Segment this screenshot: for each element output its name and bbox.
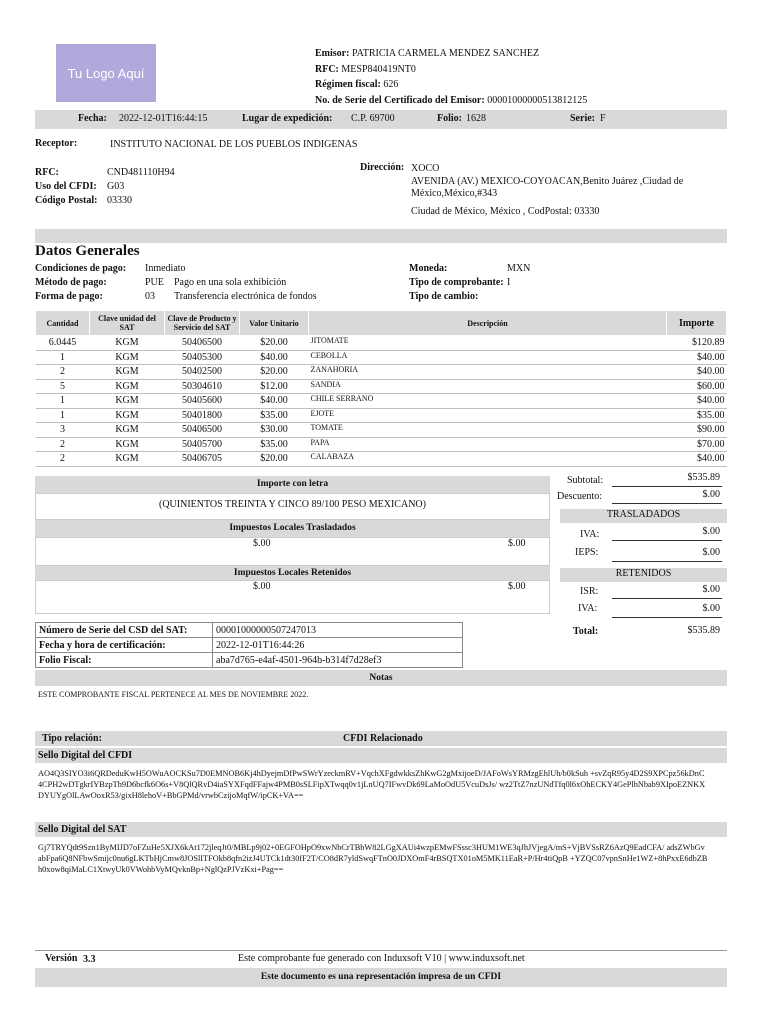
direccion-label: Dirección: [360, 162, 405, 173]
regimen-value: 626 [383, 79, 399, 90]
cell-descripcion: TOMATE [309, 423, 667, 438]
fecha-label: Fecha: [78, 113, 107, 124]
cell-valor: $20.00 [240, 336, 309, 351]
cell-valor: $30.00 [240, 423, 309, 438]
cell-valor: $20.00 [240, 365, 309, 380]
direccion-line1: XOCO [411, 163, 440, 174]
metodo-label: Método de pago: [35, 277, 107, 288]
table-row [36, 423, 727, 438]
cell-cantidad: 2 [36, 452, 90, 467]
cell-descripcion: JITOMATE [309, 336, 667, 351]
footer-representation: Este documento es una representación impresa de un CFDI [35, 968, 727, 987]
cell-valor: $35.00 [240, 437, 309, 452]
issuer-block [315, 46, 587, 108]
condiciones-label: Condiciones de pago: [35, 263, 127, 274]
uso-cfdi-label: Uso del CFDI: [35, 181, 97, 192]
metodo-value: Pago en una sola exhibición [174, 277, 287, 288]
table-row [36, 365, 727, 380]
total-value: $535.89 [687, 625, 720, 636]
locales-trasladados-box [35, 537, 550, 566]
company-logo [56, 44, 156, 102]
uso-cfdi-value: G03 [107, 181, 125, 192]
ieps-value: $.00 [702, 547, 720, 558]
locales-trasladados-b: $.00 [508, 538, 526, 549]
cell-descripcion: EJOTE [309, 408, 667, 423]
lugar-value: C.P. 69700 [351, 113, 395, 124]
ieps-line [612, 561, 722, 562]
cell-importe: $35.00 [667, 408, 727, 423]
total-label: Total: [573, 626, 599, 637]
tipo-comprobante-value: I [507, 277, 511, 288]
sello-cfdi-bar [35, 748, 727, 763]
cell-cantidad: 3 [36, 423, 90, 438]
forma-code: 03 [145, 291, 155, 302]
cert-folio-value: aba7d765-e4af-4501-964b-b314f7d28ef3 [213, 653, 463, 668]
rfc-value: MESP840419NT0 [341, 63, 416, 75]
direccion-line2: AVENIDA (AV.) MEXICO-COYOACAN,Benito Juárez ,Ciudad de México,México,#343 [411, 175, 684, 199]
col-clave: Clave de Producto y Servicio del SAT [165, 311, 240, 336]
lugar-label: Lugar de expedición: [242, 113, 333, 124]
tipo-relacion-label: Tipo relación: [42, 733, 102, 744]
col-importe: Importe [667, 311, 727, 336]
subtotal-line [612, 486, 722, 487]
cfdi-relacionado-label: CFDI Relacionado [343, 733, 423, 744]
footer-generated: Este comprobante fue generado con Induxsoft V10 | www.induxsoft.net [238, 953, 525, 964]
cell-cantidad: 1 [36, 350, 90, 365]
sello-sat-bar [35, 822, 727, 837]
cell-valor: $40.00 [240, 350, 309, 365]
cell-clave: 50406500 [165, 336, 240, 351]
emisor-value: PATRICIA CARMELA MENDEZ SANCHEZ [351, 48, 540, 59]
iva-ret-label: IVA: [578, 603, 598, 614]
iva-value: $.00 [702, 526, 720, 537]
datos-generales-title: Datos Generales [35, 243, 140, 259]
sello-sat-text: Gj7TRYQdt9Szn1ByMIJD7oFZuHe5XJX6kAt172jleqJt0/MBLp9j02+0EGFOHpO9xwNbCrTBbW82LGgXAUi4wzpEMwFSssc3HUM1WE3qJhJVjegA/mS+VjBVSsRZ6AzQ9EadCFA/ adsZWbGvabFpa6Q8NFbwSmijc0nu6gLKTbHjCmw8JOSlITFOkb8qfn2izJ4UTCk1dt30fF2T/CO8dR7yldSwqFTnO0JDXOmF4rBSQTX01oM5MK11EaR+P/Hr4tiQpB +YZQC07vpnSnHe1WZ+8hPxxE6dbZBh0xow8qiMaLC1XtwyUk0VWohbVyMQvknBp+NglQzPJVzKxi+Pag== [38, 843, 708, 874]
sello-cfdi-title: Sello Digital del CFDI [38, 750, 133, 761]
cell-clave: 50402500 [165, 365, 240, 380]
forma-value: Transferencia electrónica de fondos [174, 291, 317, 302]
cert-fecha-value: 2022-12-01T16:44:26 [213, 638, 463, 653]
isr-line [612, 598, 722, 599]
footer-divider [35, 950, 727, 951]
table-row [36, 394, 727, 409]
metodo-code: PUE [145, 277, 164, 288]
ieps-label: IEPS: [575, 547, 599, 558]
receptor-rfc-label: RFC: [35, 167, 59, 178]
locales-retenidos-a: $.00 [253, 581, 271, 592]
table-row [36, 452, 727, 467]
iva-ret-value: $.00 [702, 603, 720, 614]
tipo-cambio-label: Tipo de cambio: [409, 291, 479, 302]
cell-clave: 50304610 [165, 379, 240, 394]
cell-unidad: KGM [90, 379, 165, 394]
direccion-block [411, 163, 711, 218]
subtotal-label: Subtotal: [567, 475, 604, 486]
cell-unidad: KGM [90, 423, 165, 438]
cell-unidad: KGM [90, 365, 165, 380]
col-unidad: Clave unidad del SAT [90, 311, 165, 336]
iva-ret-line [612, 617, 722, 618]
descuento-value: $.00 [702, 489, 720, 500]
general-right [409, 262, 530, 304]
cell-cantidad: 1 [36, 394, 90, 409]
locales-retenidos-box [35, 580, 550, 614]
direccion-line3: Ciudad de México, México , CodPostal: 03330 [411, 205, 600, 217]
cell-importe: $120.89 [667, 336, 727, 351]
cell-valor: $35.00 [240, 408, 309, 423]
cell-unidad: KGM [90, 437, 165, 452]
col-descripcion: Descripción [309, 311, 667, 336]
sello-sat-title: Sello Digital del SAT [38, 824, 127, 835]
table-row [36, 336, 727, 351]
cell-clave: 50406705 [165, 452, 240, 467]
cert-row-serie [36, 623, 463, 638]
cell-cantidad: 5 [36, 379, 90, 394]
receptor-name: INSTITUTO NACIONAL DE LOS PUEBLOS INDIGENAS [110, 139, 358, 150]
cell-importe: $40.00 [667, 365, 727, 380]
isr-value: $.00 [702, 584, 720, 595]
cell-cantidad: 1 [36, 408, 90, 423]
folio-label: Folio: [437, 113, 462, 124]
certification-table [35, 622, 463, 668]
codigo-postal-value: 03330 [107, 195, 132, 206]
moneda-label: Moneda: [409, 263, 448, 274]
serie-label: Serie: [570, 113, 595, 124]
table-row [36, 408, 727, 423]
importe-letra-title: Importe con letra [35, 476, 550, 493]
cell-importe: $70.00 [667, 437, 727, 452]
cert-row-fecha [36, 638, 463, 653]
cell-descripcion: CALABAZA [309, 452, 667, 467]
cell-unidad: KGM [90, 350, 165, 365]
notas-text: ESTE COMPROBANTE FISCAL PERTENECE AL MES DE NOVIEMBRE 2022. [38, 690, 309, 699]
cell-clave: 50406500 [165, 423, 240, 438]
cell-importe: $60.00 [667, 379, 727, 394]
version-value: 3.3 [83, 954, 96, 965]
condiciones-value: Inmediato [145, 263, 186, 274]
col-valor: Valor Unitario [240, 311, 309, 336]
folio-value: 1628 [466, 113, 486, 124]
notas-title: Notas [35, 670, 727, 686]
locales-retenidos-title: Impuestos Locales Retenidos [35, 566, 550, 580]
cell-descripcion: CHILE SERRANO [309, 394, 667, 409]
cell-clave: 50401800 [165, 408, 240, 423]
cell-unidad: KGM [90, 408, 165, 423]
cert-row-folio [36, 653, 463, 668]
table-row [36, 350, 727, 365]
cell-cantidad: 2 [36, 365, 90, 380]
receptor-details [35, 166, 175, 208]
cell-importe: $40.00 [667, 394, 727, 409]
table-row [36, 437, 727, 452]
forma-label: Forma de pago: [35, 291, 103, 302]
cell-valor: $40.00 [240, 394, 309, 409]
importe-letra-text: (QUINIENTOS TREINTA Y CINCO 89/100 PESO MEXICANO) [159, 499, 426, 510]
cell-descripcion: SANDIA [309, 379, 667, 394]
cell-clave: 50405600 [165, 394, 240, 409]
cert-fecha-label: Fecha y hora de certificación: [36, 638, 213, 653]
cell-clave: 50405300 [165, 350, 240, 365]
codigo-postal-label: Código Postal: [35, 195, 98, 206]
receptor-rfc-value: CND481110H94 [107, 167, 175, 178]
version-label: Versión [45, 953, 78, 964]
table-row [36, 379, 727, 394]
separator-bar [35, 229, 727, 243]
cell-unidad: KGM [90, 336, 165, 351]
iva-line [612, 540, 722, 541]
serie-cert-label: No. de Serie del Certificado del Emisor: [315, 94, 485, 106]
serie-cert-value: 00001000000513812125 [487, 94, 588, 106]
cell-valor: $12.00 [240, 379, 309, 394]
fecha-value: 2022-12-01T16:44:15 [119, 113, 208, 124]
receptor-label: Receptor: [35, 138, 78, 149]
cell-descripcion: PAPA [309, 437, 667, 452]
col-cantidad: Cantidad [36, 311, 90, 336]
locales-trasladados-title: Impuestos Locales Trasladados [35, 520, 550, 537]
cert-serie-value: 00001000000507247013 [213, 623, 463, 638]
descuento-label: Descuento: [557, 491, 602, 502]
moneda-value: MXN [507, 263, 531, 274]
cell-importe: $90.00 [667, 423, 727, 438]
items-table [35, 310, 727, 467]
items-header-row [36, 311, 727, 336]
iva-label: IVA: [580, 529, 600, 540]
descuento-line [612, 503, 722, 504]
isr-label: ISR: [580, 586, 599, 597]
emisor-label: Emisor: [315, 48, 350, 59]
cell-cantidad: 6.0445 [36, 336, 90, 351]
cell-unidad: KGM [90, 452, 165, 467]
locales-trasladados-a: $.00 [253, 538, 271, 549]
regimen-label: Régimen fiscal: [315, 79, 381, 90]
trasladados-title: TRASLADADOS [560, 509, 727, 523]
cell-importe: $40.00 [667, 350, 727, 365]
cell-unidad: KGM [90, 394, 165, 409]
cell-cantidad: 2 [36, 437, 90, 452]
logo-text: Tu Logo Aquí [67, 65, 145, 81]
tipo-comprobante-label: Tipo de comprobante: [409, 277, 504, 288]
cell-valor: $20.00 [240, 452, 309, 467]
retenidos-title: RETENIDOS [560, 568, 727, 582]
cell-descripcion: CEBOLLA [309, 350, 667, 365]
cert-serie-label: Número de Serie del CSD del SAT: [36, 623, 213, 638]
sello-cfdi-text: AO4Q3SIYO3i6QRDeduKwH5OWuAOCKSu7D0EMNOB6Kj4hDyejmDfPwSWrYzeckmRV+VqchXFgdwkksZhKwG2gMxijoeD/JAFoWsYRMzgEhlUh/b0kSuh +svZqR95y4D2S9XPCpz56kDnC4CPH2wDTgkrIYBzpTh9D6bcfk6O6s+V8QlQRvD4iaSYXFqdFFajw4PMB0sSLFipXTwqq0v1jLnUQ7IFwvDk69LaMoOdU5VcuDsJs/ wz2TtZ7nzUNdTfq0l6xOhECKY4GePlhNbab9XIpoEZNKXDYUYgOlLAwOoxR53/gixH8lehoV+BbGPMd/vrwbCzijoMqfW/ipCK+VA== [38, 769, 706, 800]
rfc-label: RFC: [315, 63, 339, 75]
general-left [35, 262, 317, 304]
cert-folio-label: Folio Fiscal: [36, 653, 213, 668]
cell-importe: $40.00 [667, 452, 727, 467]
cell-clave: 50405700 [165, 437, 240, 452]
locales-retenidos-b: $.00 [508, 581, 526, 592]
serie-value: F [600, 113, 606, 124]
subtotal-value: $535.89 [687, 472, 720, 483]
cell-descripcion: ZANAHORIA [309, 365, 667, 380]
